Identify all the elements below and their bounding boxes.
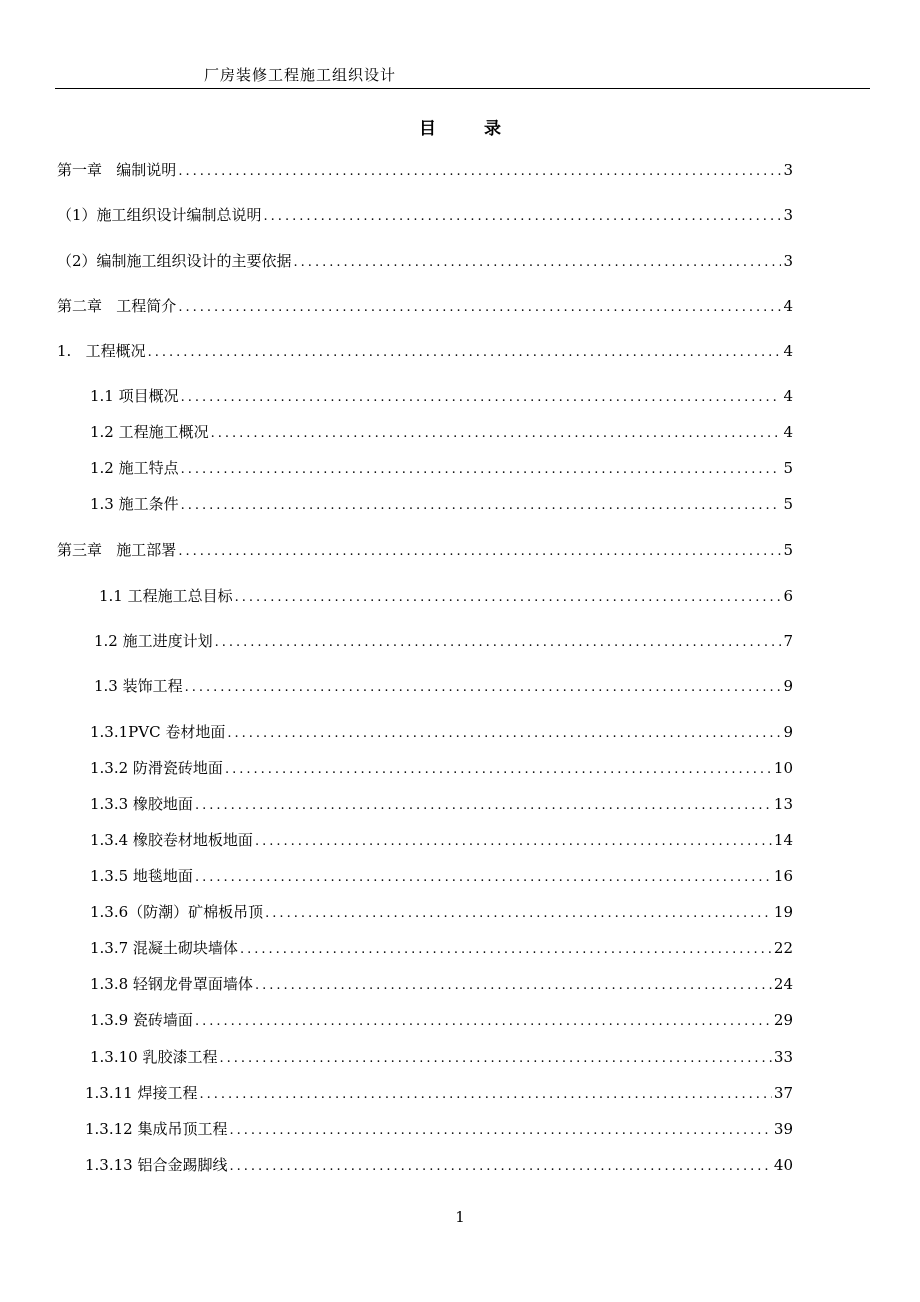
dot-leader (178, 162, 781, 182)
toc-entry-label: 1.3.3 橡胶地面 (90, 795, 193, 813)
toc-entry-label: 1.3.6（防潮）矿棉板吊顶 (90, 903, 264, 921)
toc-entry-label: 1.3 装饰工程 (94, 677, 183, 695)
dot-leader (195, 796, 772, 816)
toc-entry-page: 5 (783, 541, 793, 559)
toc-entry-page: 4 (783, 423, 793, 441)
toc-entry-label: 1.3.13 铝合金踢脚线 (85, 1156, 228, 1174)
toc-entry[interactable] (90, 830, 793, 850)
toc-entry-label: 1.3.9 瓷砖墙面 (90, 1011, 193, 1029)
dot-leader (185, 678, 782, 698)
toc-entry-label: 1.3.2 防滑瓷砖地面 (90, 759, 223, 777)
toc-entry[interactable] (90, 902, 793, 922)
dot-leader (227, 724, 781, 744)
toc-entry-label: 1.2 工程施工概况 (90, 423, 209, 441)
toc-entry-page: 24 (773, 975, 793, 993)
dot-leader (235, 588, 782, 608)
toc-entry-page: 37 (773, 1084, 793, 1102)
dot-leader (240, 940, 772, 960)
toc-entry[interactable] (57, 160, 793, 180)
toc-entry-label: 1.2 施工进度计划 (94, 632, 213, 650)
toc-entry-label: 1.3.1PVC 卷材地面 (90, 723, 226, 741)
dot-leader (195, 868, 772, 888)
toc-entry-label: （1）施工组织设计编制总说明 (57, 206, 262, 224)
toc-entry[interactable] (57, 205, 793, 225)
running-header: 厂房装修工程施工组织设计 (204, 66, 397, 84)
toc-entry-page: 7 (783, 632, 793, 650)
dot-leader (255, 976, 772, 996)
toc-entry-label: 1. 工程概况 (57, 342, 146, 360)
header-divider (55, 88, 870, 89)
toc-entry-label: 第二章 工程简介 (57, 297, 177, 315)
toc-entry-page: 3 (783, 161, 793, 179)
toc-entry-label: 1.3.11 焊接工程 (85, 1084, 198, 1102)
toc-entry[interactable] (90, 938, 793, 958)
toc-entry[interactable] (57, 540, 793, 560)
toc-entry-page: 16 (773, 867, 793, 885)
dot-leader (255, 832, 772, 852)
toc-entry[interactable] (57, 251, 793, 271)
toc-entry-label: （2）编制施工组织设计的主要依据 (57, 252, 292, 270)
toc-entry-page: 40 (773, 1156, 793, 1174)
toc-entry-page: 4 (783, 387, 793, 405)
toc-entry-page: 10 (773, 759, 793, 777)
toc-entry-page: 5 (783, 459, 793, 477)
dot-leader (199, 1085, 771, 1105)
toc-entry[interactable] (90, 866, 793, 886)
toc-entry-page: 33 (773, 1048, 793, 1066)
dot-leader (195, 1012, 772, 1032)
toc-title: 目录 (419, 119, 549, 139)
toc-entry[interactable] (85, 1119, 793, 1139)
toc-entry[interactable] (85, 1083, 793, 1103)
toc-entry[interactable] (57, 296, 793, 316)
toc-entry-page: 19 (773, 903, 793, 921)
toc-entry[interactable] (85, 1155, 793, 1175)
dot-leader (178, 542, 781, 562)
dot-leader (294, 253, 782, 273)
dot-leader (264, 207, 782, 227)
toc-entry-page: 9 (783, 677, 793, 695)
dot-leader (181, 460, 782, 480)
toc-entry-page: 29 (773, 1011, 793, 1029)
toc-entry-page: 5 (783, 495, 793, 513)
toc-entry[interactable] (90, 794, 793, 814)
toc-entry[interactable] (90, 722, 793, 742)
toc-entry-label: 1.3.8 轻钢龙骨罩面墙体 (90, 975, 253, 993)
toc-entry-label: 1.1 工程施工总目标 (99, 587, 233, 605)
dot-leader (211, 424, 782, 444)
toc-entry-page: 6 (783, 587, 793, 605)
dot-leader (229, 1157, 771, 1177)
toc-entry-label: 1.3.12 集成吊顶工程 (85, 1120, 228, 1138)
dot-leader (148, 343, 782, 363)
toc-entry-label: 1.3 施工条件 (90, 495, 179, 513)
toc-entry-label: 1.1 项目概况 (90, 387, 179, 405)
toc-entry-page: 9 (783, 723, 793, 741)
toc-entry-label: 1.3.4 橡胶卷材地板地面 (90, 831, 253, 849)
toc-entry[interactable] (94, 631, 793, 651)
toc-entry-label: 1.2 施工特点 (90, 459, 179, 477)
toc-entry-page: 39 (773, 1120, 793, 1138)
toc-entry[interactable] (90, 386, 793, 406)
toc-entry-label: 1.3.7 混凝土砌块墙体 (90, 939, 238, 957)
toc-entry-label: 1.3.5 地毯地面 (90, 867, 193, 885)
toc-entry[interactable] (90, 422, 793, 442)
toc-entry[interactable] (57, 341, 793, 361)
toc-entry[interactable] (90, 494, 793, 514)
toc-entry-page: 3 (783, 206, 793, 224)
toc-entry-page: 4 (783, 342, 793, 360)
dot-leader (229, 1121, 771, 1141)
toc-entry[interactable] (90, 1047, 793, 1067)
dot-leader (178, 298, 781, 318)
toc-entry[interactable] (90, 758, 793, 778)
toc-entry-label: 第三章 施工部署 (57, 541, 177, 559)
toc-entry-page: 4 (783, 297, 793, 315)
toc-entry[interactable] (90, 974, 793, 994)
toc-entry-label: 1.3.10 乳胶漆工程 (90, 1048, 218, 1066)
dot-leader (181, 496, 782, 516)
toc-entry-label: 第一章 编制说明 (57, 161, 177, 179)
dot-leader (215, 633, 782, 653)
dot-leader (225, 760, 772, 780)
toc-entry[interactable] (90, 1010, 793, 1030)
toc-entry-page: 14 (773, 831, 793, 849)
toc-entry-page: 22 (773, 939, 793, 957)
toc-entry-page: 13 (773, 795, 793, 813)
toc-entry-page: 3 (783, 252, 793, 270)
toc-entry[interactable] (90, 458, 793, 478)
dot-leader (265, 904, 772, 924)
page-number: 1 (455, 1208, 465, 1226)
dot-leader (181, 388, 782, 408)
toc-entry[interactable] (99, 586, 793, 606)
dot-leader (219, 1049, 771, 1069)
toc-entry[interactable] (94, 676, 793, 696)
